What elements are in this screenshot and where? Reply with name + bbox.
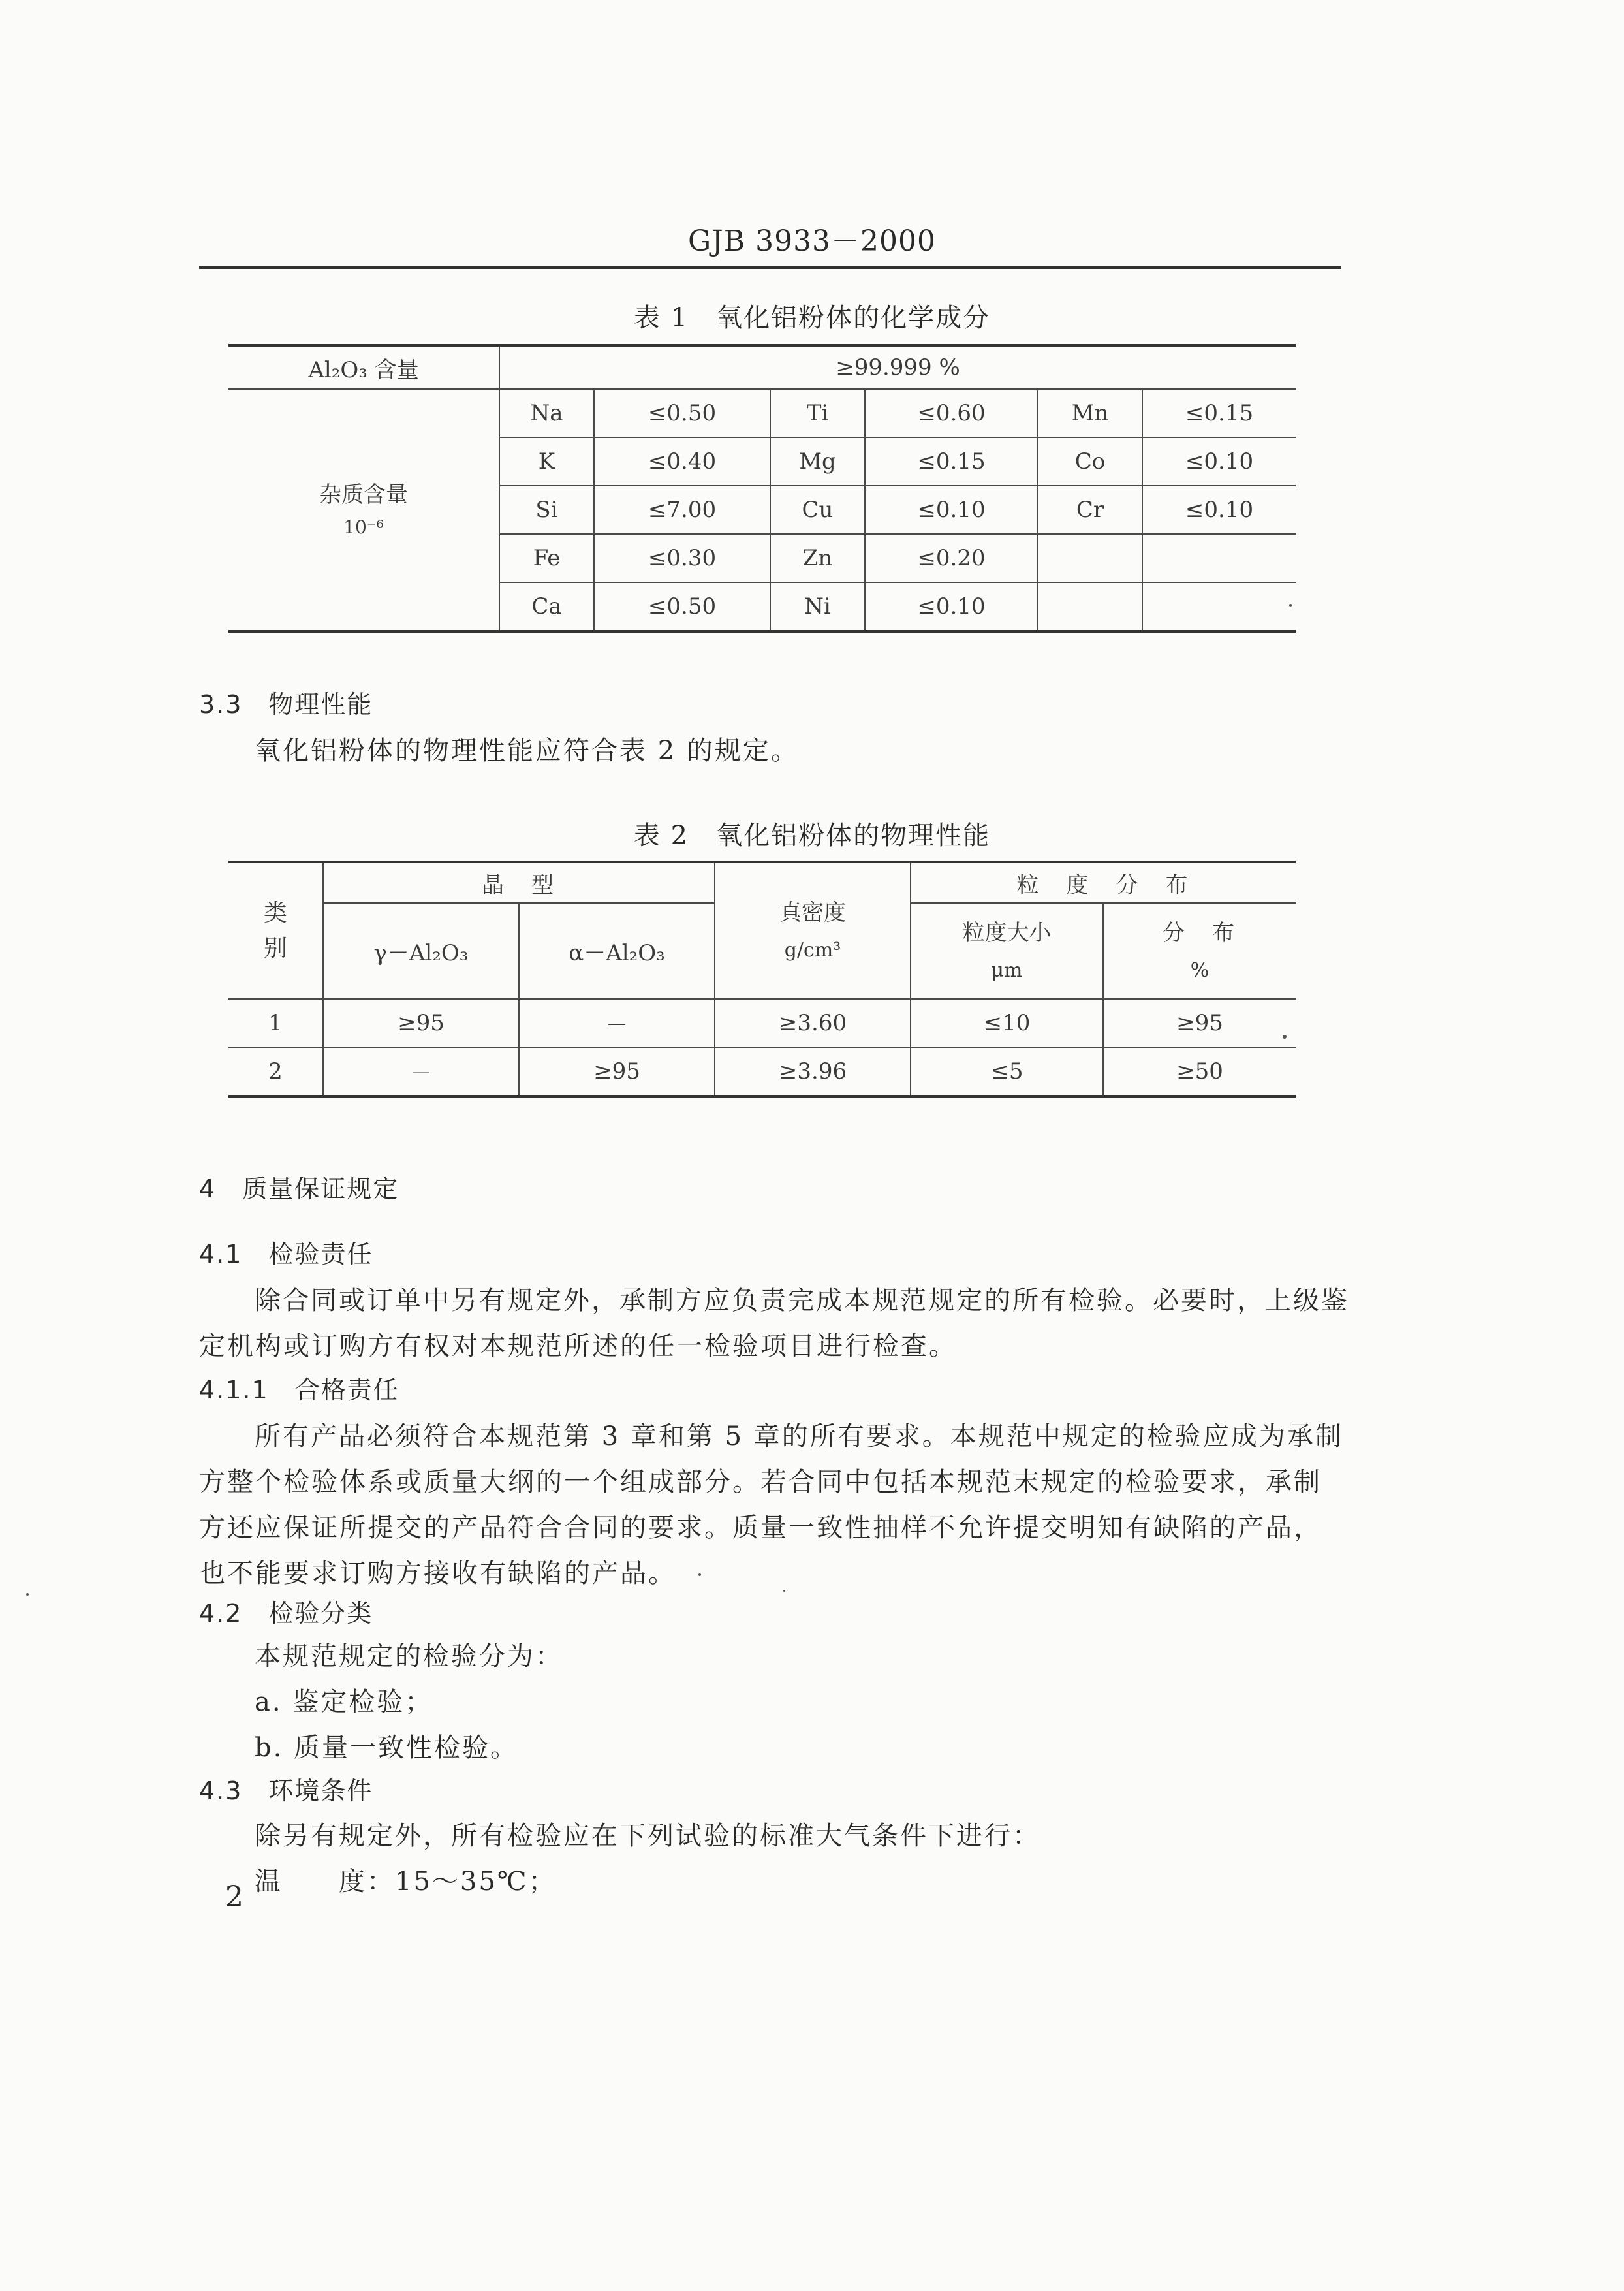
section-4-1-1-heading: 4.1.1 合格责任 (199, 1376, 399, 1404)
section-4-1-heading: 4.1 检验责任 (199, 1240, 373, 1269)
table2-density-unit: g/cm³ (784, 939, 841, 962)
table-cell: ≥95 (323, 999, 519, 1047)
scan-speck (783, 1590, 785, 1592)
table-cell: ≥50 (1103, 1047, 1296, 1096)
table-cell: Co (1038, 437, 1142, 486)
table-row (228, 1047, 1296, 1096)
scan-speck (698, 1573, 701, 1576)
table2-particle-header: 粒 度 分 布 (911, 862, 1296, 903)
table-cell: ≤0.15 (1142, 389, 1296, 437)
table-cell: Mn (1038, 389, 1142, 437)
section-4-3-line: 温 度：15～35℃； (255, 1867, 557, 1897)
table2-density-label: 真密度 (779, 899, 846, 926)
table2-header-row (228, 862, 1296, 903)
table-cell: 1 (228, 999, 323, 1047)
section-4-1-line: 定机构或订购方有权对本规范所述的任一检验项目进行检查。 (199, 1331, 957, 1361)
table-cell: Cr (1038, 486, 1142, 534)
table2-crystal-header: 晶 型 (323, 862, 715, 903)
section-4-1-1-line: 方整个检验体系或质量大纲的一个组成部分。若合同中包括本规范末规定的检验要求，承制 (199, 1467, 1322, 1497)
page-number: 2 (225, 1880, 243, 1914)
table2-dist-label: 分 布 (1163, 919, 1237, 946)
table-cell: ≤0.30 (594, 534, 770, 582)
document-code: GJB 3933－2000 (687, 225, 937, 258)
section-4-1-line: 除合同或订单中另有规定外，承制方应负责完成本规范规定的所有检验。必要时，上级鉴 (255, 1286, 1349, 1316)
table1 (228, 344, 1296, 633)
table2-size-label: 粒度大小 (962, 919, 1052, 946)
table1-content-value: ≥99.999 % (499, 345, 1296, 389)
table-cell: ≤10 (911, 999, 1103, 1047)
table-cell: ≤0.15 (865, 437, 1038, 486)
table-cell: Na (499, 389, 594, 437)
table-cell: ≤0.10 (1142, 437, 1296, 486)
table-cell: ≤7.00 (594, 486, 770, 534)
section-3-3-text: 氧化铝粉体的物理性能应符合表 2 的规定。 (255, 736, 799, 766)
table-cell (1142, 534, 1296, 582)
table-cell: Mg (770, 437, 865, 486)
section-4-2-line: 本规范规定的检验分为： (255, 1641, 563, 1671)
table-cell: ≤0.10 (865, 582, 1038, 631)
section-4-2-heading: 4.2 检验分类 (199, 1599, 373, 1628)
table-cell: ≤0.40 (594, 437, 770, 486)
section-3-3-heading: 3.3 物理性能 (199, 690, 373, 719)
section-4-heading: 4 质量保证规定 (199, 1175, 399, 1203)
table2-category-header (228, 862, 323, 999)
table2-alpha-header: α－Al₂O₃ (519, 903, 715, 999)
table-cell: ≥95 (1103, 999, 1296, 1047)
table-cell: ≥95 (519, 1047, 715, 1096)
table-cell: ≤0.10 (1142, 486, 1296, 534)
table2-gamma-header: γ－Al₂O₃ (323, 903, 519, 999)
table1-impurity-cell (228, 389, 499, 631)
table-cell: ≤0.60 (865, 389, 1038, 437)
table-cell: Ti (770, 389, 865, 437)
table-cell (1038, 582, 1142, 631)
table-cell: － (519, 999, 715, 1047)
table2-caption: 表 2 氧化铝粉体的物理性能 (633, 821, 991, 851)
table-cell (1038, 534, 1142, 582)
table-cell: ≤0.50 (594, 582, 770, 631)
table-cell: Zn (770, 534, 865, 582)
table2-dist-header (1103, 903, 1296, 999)
table-cell: ≤5 (911, 1047, 1103, 1096)
table2-category-label: 类别 (263, 899, 287, 962)
table-cell: ≤0.10 (865, 486, 1038, 534)
table-cell (1142, 582, 1296, 631)
table-cell: ≥3.96 (715, 1047, 911, 1096)
table-cell: 2 (228, 1047, 323, 1096)
table1-row-content (228, 345, 1296, 389)
table-cell: K (499, 437, 594, 486)
section-4-3-line: 除另有规定外，所有检验应在下列试验的标准大气条件下进行： (255, 1821, 1040, 1851)
table-cell: Fe (499, 534, 594, 582)
section-4-1-1-line: 方还应保证所提交的产品符合合同的要求。质量一致性抽样不允许提交明知有缺陷的产品， (199, 1513, 1322, 1543)
table1-impurity-label: 杂质含量 (319, 482, 408, 509)
table-cell: ≤0.20 (865, 534, 1038, 582)
table1-impurity-unit: 10⁻⁶ (343, 516, 384, 538)
section-4-1-1-line: 也不能要求订购方接收有缺陷的产品。 (199, 1558, 676, 1588)
table-cell: － (323, 1047, 519, 1096)
scan-speck (1289, 604, 1292, 607)
table1-content-label: Al₂O₃ 含量 (228, 345, 499, 389)
table2-size-unit: μm (991, 959, 1023, 983)
table2 (228, 861, 1296, 1098)
table-cell: Ni (770, 582, 865, 631)
scan-speck (1283, 1035, 1287, 1039)
table2-dist-unit: % (1190, 959, 1210, 983)
table-cell: Cu (770, 486, 865, 534)
table1-caption: 表 1 氧化铝粉体的化学成分 (633, 303, 991, 333)
table2-size-header (911, 903, 1103, 999)
section-4-1-1-line: 所有产品必须符合本规范第 3 章和第 5 章的所有要求。本规范中规定的检验应成为承制 (255, 1421, 1343, 1451)
table-cell: Si (499, 486, 594, 534)
table-row (228, 389, 1296, 437)
table-cell: ≤0.50 (594, 389, 770, 437)
section-4-2-list-item: b. 质量一致性检验。 (255, 1733, 519, 1763)
table-cell: ≥3.60 (715, 999, 911, 1047)
table-cell: Ca (499, 582, 594, 631)
table2-density-header (715, 862, 911, 999)
table-row (228, 999, 1296, 1047)
scan-speck (26, 1593, 29, 1596)
section-4-2-list-item: a. 鉴定检验； (255, 1687, 433, 1717)
header-rule (199, 266, 1341, 269)
section-4-3-heading: 4.3 环境条件 (199, 1777, 373, 1805)
